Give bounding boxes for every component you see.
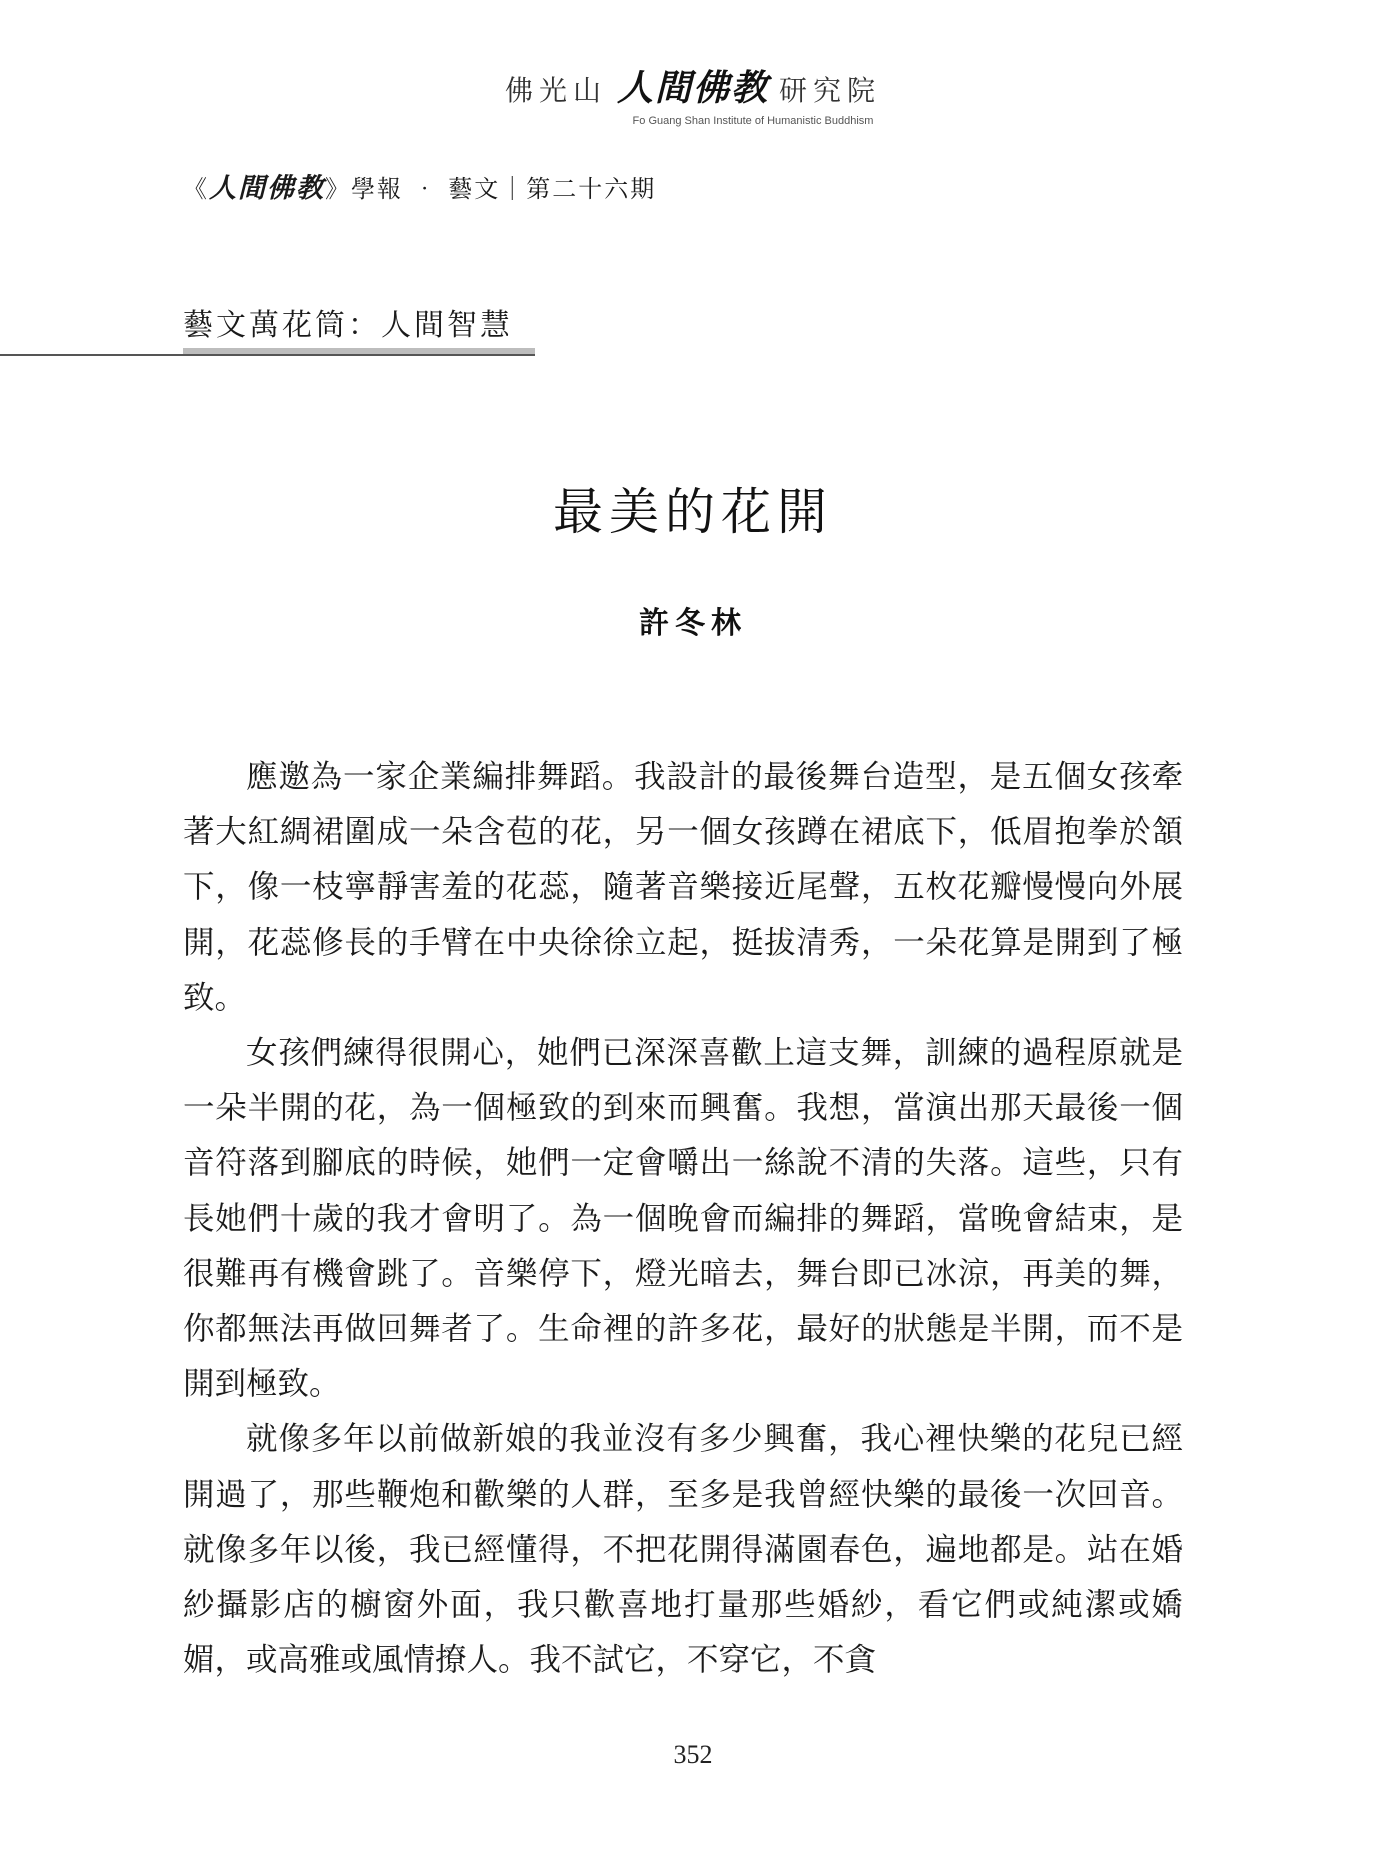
body-paragraph: 應邀為一家企業編排舞蹈。我設計的最後舞台造型，是五個女孩牽著大紅綢裙圍成一朵含苞的花，另一個女孩蹲在裙底下，低眉抱拳於頷下，像一枝寧靜害羞的花蕊，隨著音樂接近尾聲，五枚花瓣慢慢向外展開，花蕊修長的手臂在中央徐徐立起，挺拔清秀，一朵花算是開到了極致。 <box>183 759 1183 1016</box>
institute-name-prefix: 佛光山 <box>504 74 607 107</box>
institute-brand-logo-text: 人間佛教 <box>616 68 769 109</box>
journal-open-bracket: 《 <box>183 175 209 203</box>
section-underline <box>0 354 535 356</box>
institute-name <box>505 60 881 111</box>
article-title: 最美的花開 <box>553 483 833 541</box>
page-number: 352 <box>673 1740 713 1769</box>
body-paragraph: 就像多年以前做新娘的我並沒有多少興奮，我心裡快樂的花兒已經開過了，那些鞭炮和歡樂的人群，至多是我曾經快樂的最後一次回音。就像多年以後，我已經懂得，不把花開得滿園春色，遍地都是。站在婚紗攝影店的櫥窗外面，我只歡喜地打量那些婚紗，看它們或純潔或嬌媚，或高雅或風情撩人。我不試它，不穿它，不貪 <box>183 1421 1183 1679</box>
journal-running-header <box>183 166 656 205</box>
institute-english-name: Fo Guang Shan Institute of Humanistic Buddhism <box>632 115 874 127</box>
journal-brand: 人間佛教 <box>209 173 325 204</box>
article-body <box>183 750 1183 1688</box>
body-paragraph: 女孩們練得很開心，她們已深深喜歡上這支舞，訓練的過程原就是一朵半開的花，為一個極致的到來而興奮。我想，當演出那天最後一個音符落到腳底的時候，她們一定會嚼出一絲說不清的失落。這些，只有長她們十歲的我才會明了。為一個晚會而編排的舞蹈，當晚會結束，是很難再有機會跳了。音樂停下，燈光暗去，舞台即已冰涼，再美的舞，你都無法再做回舞者了。生命裡的許多花，最好的狀態是半開，而不是開到極致。 <box>183 1035 1183 1403</box>
section-title: 藝文萬花筒：人間智慧 <box>183 308 513 343</box>
section-underline-accent <box>183 348 535 354</box>
institute-header <box>0 60 1386 127</box>
article-author: 許冬林 <box>639 606 747 641</box>
institute-name-suffix: 研究院 <box>779 74 882 107</box>
journal-issue-info: 》學報 ‧ 藝文｜第二十六期 <box>325 175 657 203</box>
